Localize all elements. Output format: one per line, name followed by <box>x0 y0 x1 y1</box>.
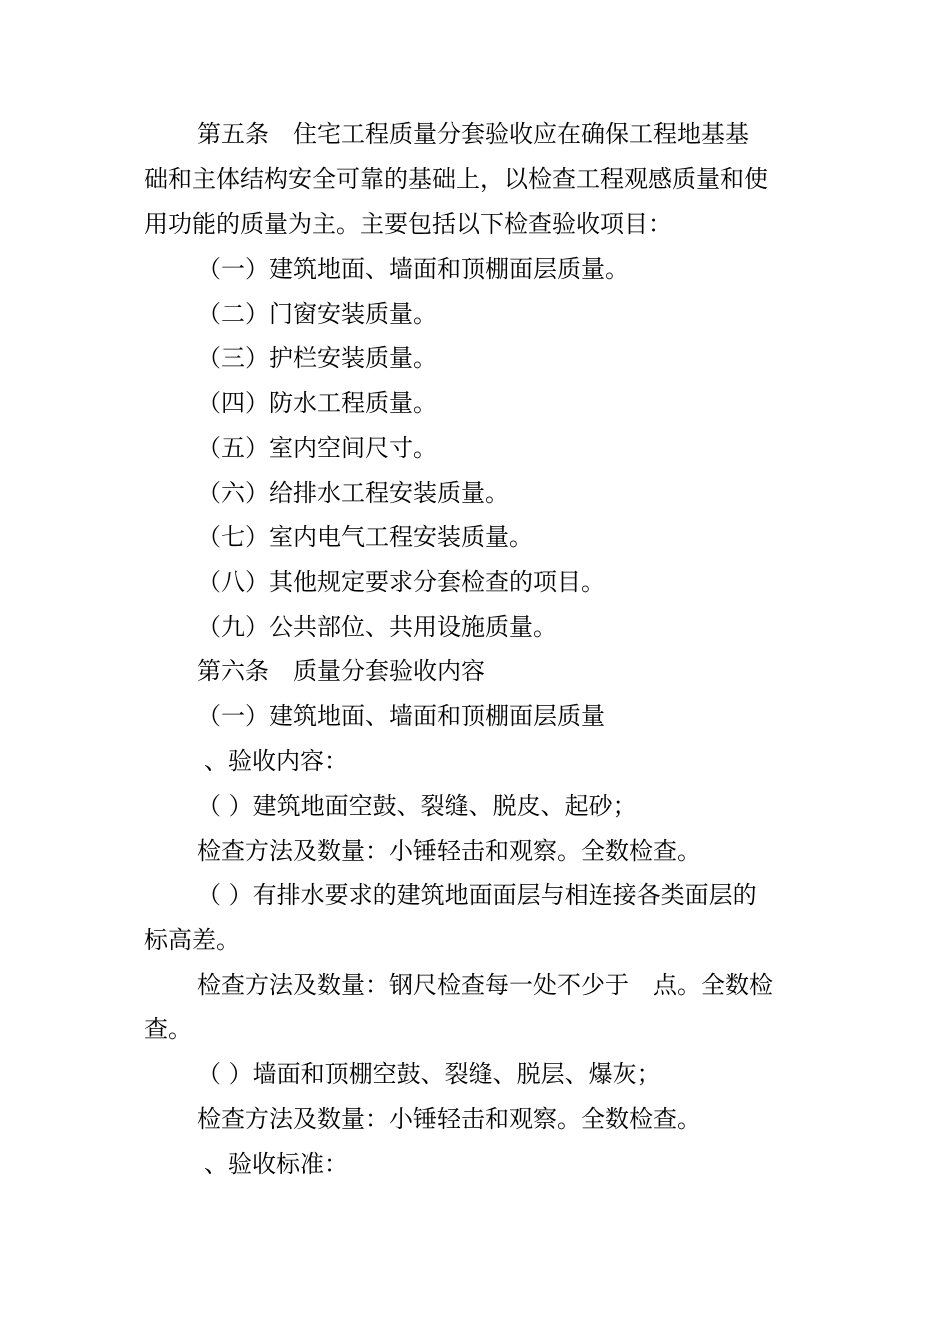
article-5-heading: 第五条 住宅工程质量分套验收应在确保工程地基基 <box>197 120 749 148</box>
list-item: （二）门窗安装质量。 <box>197 300 437 328</box>
paragraph-line: 检查方法及数量：小锤轻击和观察。全数检查。 <box>197 1105 701 1133</box>
paragraph-line: 标高差。 <box>144 926 240 954</box>
section-heading: （一）建筑地面、墙面和顶棚面层质量 <box>197 702 605 730</box>
list-item: （ ）墙面和顶棚空鼓、裂缝、脱层、爆灰； <box>197 1060 661 1088</box>
subsection-heading: 、验收标准： <box>204 1150 348 1178</box>
list-item: （六）给排水工程安装质量。 <box>197 479 509 507</box>
list-item: （九）公共部位、共用设施质量。 <box>197 613 557 641</box>
list-item: （七）室内电气工程安装质量。 <box>197 523 533 551</box>
article-6-heading: 第六条 质量分套验收内容 <box>197 657 485 685</box>
list-item: （ ）建筑地面空鼓、裂缝、脱皮、起砂； <box>197 792 637 820</box>
list-item: （四）防水工程质量。 <box>197 389 437 417</box>
list-item: （八）其他规定要求分套检查的项目。 <box>197 568 605 596</box>
list-item: （ ）有排水要求的建筑地面面层与相连接各类面层的 <box>197 881 757 909</box>
paragraph-line: 检查方法及数量：钢尺检查每一处不少于 点。全数检 <box>197 971 773 999</box>
list-item: （一）建筑地面、墙面和顶棚面层质量。 <box>197 255 629 283</box>
list-item: （五）室内空间尺寸。 <box>197 434 437 462</box>
paragraph-line: 用功能的质量为主。主要包括以下检查验收项目： <box>144 210 672 238</box>
paragraph-line: 检查方法及数量：小锤轻击和观察。全数检查。 <box>197 837 701 865</box>
paragraph-line: 查。 <box>144 1015 192 1043</box>
subsection-heading: 、验收内容： <box>204 747 348 775</box>
paragraph-line: 础和主体结构安全可靠的基础上，以检查工程观感质量和使 <box>144 165 768 193</box>
list-item: （三）护栏安装质量。 <box>197 344 437 372</box>
